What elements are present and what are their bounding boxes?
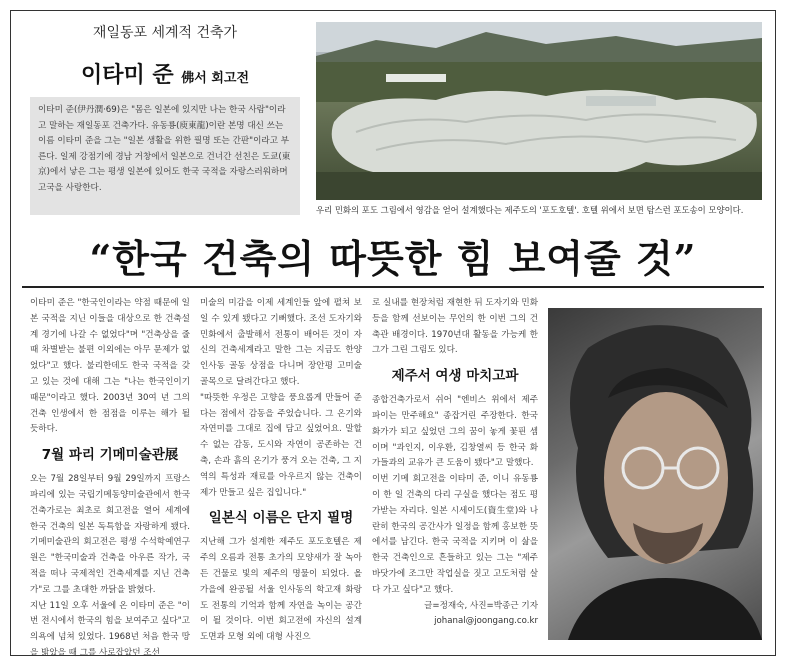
- headline-name: 이타미 준: [80, 63, 174, 88]
- headline-rule: [22, 286, 764, 288]
- column-2: [200, 296, 362, 642]
- col3-paragraph-2: 종합건축가로서 쉬어 "엔비스 위에서 제주 파이는 만주해요" 종잡거린 주장한다. 한국 화가가 되고 싶었던 그의 꿈이 놓게 꽃핀 셈이며 "과인지, 이우환, 김창열씨 등 한국 화가들과의 교유가 큰 도움이 됐다"고 말했다.: [372, 395, 538, 469]
- byline: 글=정재숙, 사진=박종근 기자: [424, 600, 538, 611]
- col1-paragraph-3: 지난 11일 오후 서울에 온 이타미 준은 "이번 전시에서 한국의 힘을 보여주고 싶다"고 의욕에 넘쳐 있었다. 1968년 처음 한국 땅을 밟았을 때 그를 사로잡았던 조선: [30, 600, 190, 658]
- portrait-photo: [548, 308, 762, 640]
- col1-subhead: 7월 파리 기메미술관展: [41, 447, 179, 464]
- headline-suffix: 佛서 회고전: [181, 71, 250, 86]
- col2-paragraph-3: 지난해 그가 설계한 제주도 포도호텔은 제주의 오름과 전통 초가의 모양새가 잘 녹아든 건물로 빛의 제주의 명물이 되었다. 올 가을에 완공될 서울 인사동의 학고재 화랑도 전통의 기억과 함께 자연을 녹이는 공간이 될 것이다. 이번 회고전에 자신의 설계 도면과 모형 외에 대형 사진으: [200, 537, 362, 643]
- headline-name-line: [30, 58, 300, 89]
- main-headline: “한국 건축의 따뜻한 힘 보여줄 것”: [89, 236, 697, 281]
- col2-paragraph-1: 미술의 미감을 이제 세계인들 앞에 펼쳐 보일 수 있게 됐다고 기뻐했다. 조선 도자기와 민화에서 출발해서 전통이 배어든 것이 자신의 건축세계라고 말한 그는 지금도 한양 인사동 골동 상점을 다니며 장안평 고미술 골목으로 달려간다고 했다.: [200, 298, 362, 387]
- col2-paragraph-2: "따뜻한 우정은 고향을 풍요롭게 만들어 준다는 점에서 감동을 주었습니다. 그 온기와 자연미를 그대로 집에 담고 싶었어요. 말할 수 없는 감동, 도시와 자연이 공존하는 건축, 손과 흙의 온기가 풍겨 오는 건축, 그 지역의 특성과 재료를 아우르지 않는 건축이 제가 만들고 싶은 집입니다.": [200, 392, 362, 498]
- col1-paragraph-2: 오는 7월 28일부터 9월 29일까지 프랑스 파리에 있는 국립기메동양미술관에서 한국 건축가로는 최초로 회고전을 열어 세계에 한국 건축의 일본 독특함을 자랑하게 됐다. 기메미술관의 회고전은 평생 수석학예연구원은 "한국미술과 건축을 아우른 작가, 국적을 떠나 국제적인 건축세계를 지닌 건축가"로 그를 초대한 까닭을 밝혔다.: [30, 474, 190, 595]
- kicker: 재일동포 세계적 건축가: [92, 25, 238, 41]
- column-1: [30, 296, 190, 658]
- col3-paragraph-3: 이번 기메 회고전을 이타미 준, 이니 유동룡이 한 일 건축의 다리 구실을 했다는 점도 평가받는 자리다. 일본 시세이도(資生堂)와 나란히 한국의 공간사가 일정을 함께 홍보한 뜻에서를 남긴다. 한국 국적을 지키며 이 삶을 한국 건축인으로 흔들하고 있는 그는 "제주 바닷가에 조그만 작업실을 짓고 고도처럼 살다 가고 싶다"고 했다.: [372, 474, 538, 595]
- col3-subhead: 제주서 여생 마치고파: [391, 368, 519, 385]
- column-3: [372, 296, 538, 642]
- col2-subhead: 일본식 이름은 단지 필명: [208, 510, 354, 527]
- hotel-photo: [316, 22, 762, 200]
- portrait-illustration: [548, 308, 762, 640]
- email-link[interactable]: johanal@joongang.co.kr: [434, 616, 538, 627]
- photo-caption: 우리 민화의 포도 그림에서 영감을 얻어 설계했다는 제주도의 '포도호텔'. 호텔 위에서 보면 탐스런 포도송이 모양이다.: [316, 205, 744, 215]
- intro-box: 이타미 준(伊丹潤·69)은 "몸은 일본에 있지만 나는 한국 사람"이라고 말하는 재일동포 건축가다. 유동룡(庾東龍)이란 본명 대신 쓰는 이름 이타미 준을 그는 "일본 생활을 위한 필명 또는 간판"이라고 부른다. 일제 강점기에 경남 거창에서 일본으로 건너간 선친은 도쿄(東京)에서 낳은 그는 평생 일본에 있어도 한국 국적을 자랑스러워하며 고국을 사랑한다.: [30, 97, 300, 215]
- col1-paragraph-1: 이타미 준은 "한국인이라는 약점 때문에 일본 국적을 지닌 이들을 대상으로 한 건축설계 경기에 나갈 수 없었다"며 "건축상을 줄 때 차별받는 불편 이외에는 아무 문제가 없었다"고 했다. 불리한데도 한국 국적을 갖고 있는 것에 대해 그는 "나는 한국인이기 때문"이라고 했다. 2003년 30여 년 그의 건축 인생에서 한 점점을 이루는 해가 될 듯하다.: [30, 298, 190, 435]
- hotel-illustration: [316, 22, 762, 200]
- col3-paragraph-1: 로 실내를 현장처럼 재현한 뒤 도자기와 민화 등을 함께 선보이는 무언의 한 이번 그의 건축관 배경이다. 1970년대 활동을 가능케 한 그가 그린 그림도 있다.: [372, 298, 538, 356]
